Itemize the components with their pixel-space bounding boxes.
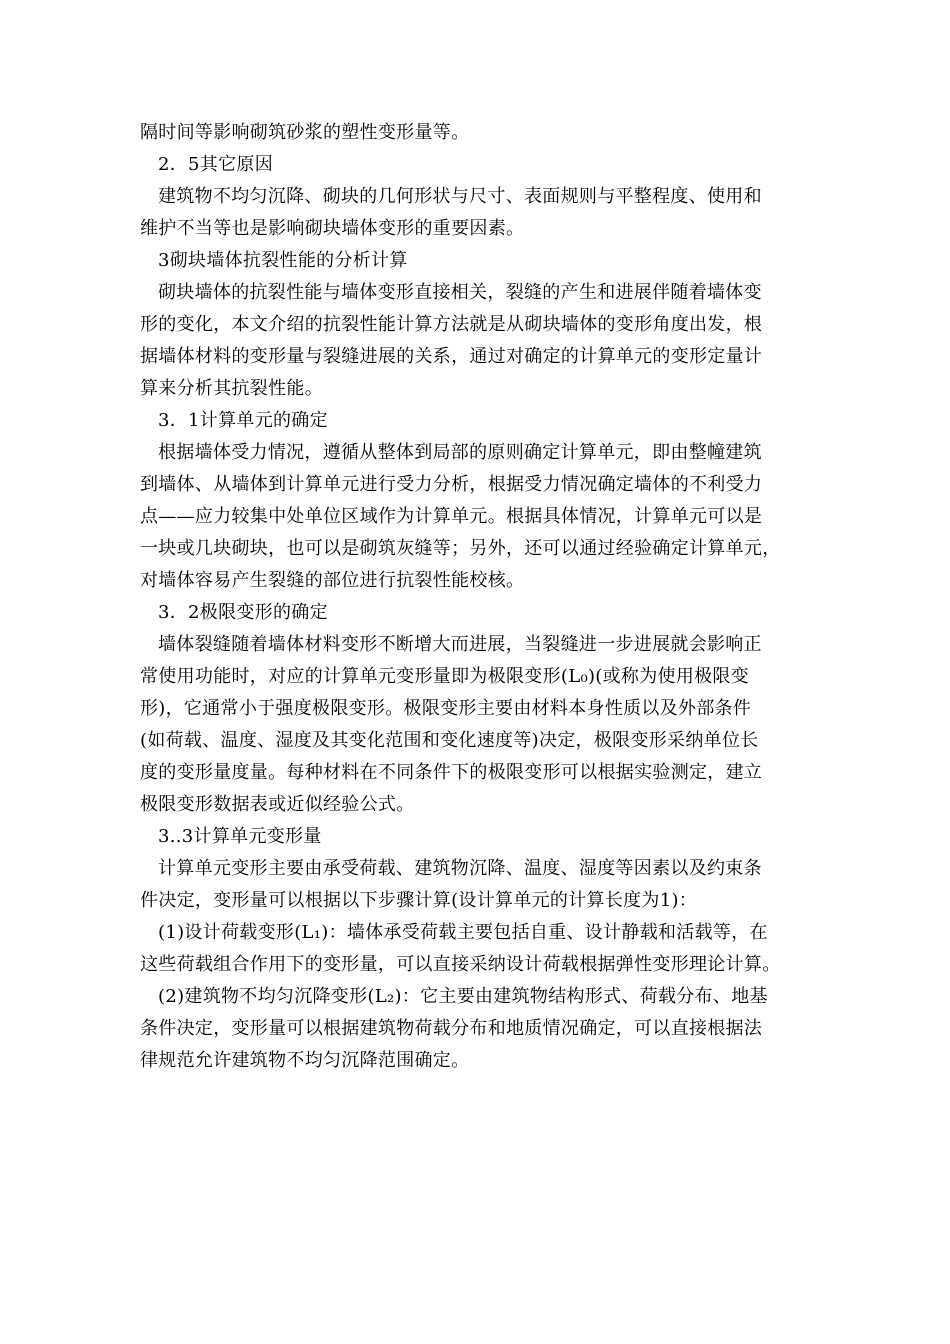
paragraph-line: 常使用功能时，对应的计算单元变形量即为极限变形(L₀)(或称为使用极限变: [140, 666, 750, 687]
section-heading-3-2: 3．2极限变形的确定: [158, 602, 328, 623]
paragraph-other-causes: [140, 181, 820, 245]
paragraph-line: (1)设计荷载变形(L₁)：墙体承受荷载主要包括自重、设计静载和活载等，在: [158, 922, 768, 943]
list-item-design-load-deformation: [140, 917, 820, 981]
paragraph-line: 据墙体材料的变形量与裂缝进展的关系，通过对确定的计算单元的变形定量计: [140, 346, 763, 367]
paragraph-calculation-unit: [140, 437, 820, 597]
paragraph-line: 建筑物不均匀沉降、砌块的几何形状与尺寸、表面规则与平整程度、使用和: [158, 186, 762, 207]
paragraph-line: 形的变化，本文介绍的抗裂性能计算方法就是从砌块墙体的变形角度出发，根: [140, 314, 763, 335]
paragraph-line: 到墙体、从墙体到计算单元进行受力分析，根据受力情况确定墙体的不利受力: [140, 474, 763, 495]
paragraph-line: 根据墙体受力情况，遵循从整体到局部的原则确定计算单元，即由整幢建筑: [158, 442, 762, 463]
paragraph-line: 条件决定，变形量可以根据建筑物荷载分布和地质情况确定，可以直接根据法: [140, 1018, 763, 1039]
paragraph-line: 这些荷载组合作用下的变形量，可以直接采纳设计荷载根据弹性变形理论计算。: [140, 954, 781, 975]
paragraph-line: 极限变形数据表或近似经验公式。: [140, 794, 415, 815]
section-heading-3: 3砌块墙体抗裂性能的分析计算: [158, 250, 408, 271]
paragraph-line: 墙体裂缝随着墙体材料变形不断增大而进展，当裂缝进一步进展就会影响正: [158, 634, 762, 655]
section-heading-2-5: 2．5其它原因: [158, 154, 274, 175]
document-body: [140, 117, 820, 1077]
paragraph-line: 计算单元变形主要由承受荷载、建筑物沉降、温度、湿度等因素以及约束条: [158, 858, 762, 879]
paragraph-line: (2)建筑物不均匀沉降变形(L₂)：它主要由建筑物结构形式、荷载分布、地基: [158, 986, 768, 1007]
paragraph-line: (如荷载、温度、湿度及其变化范围和变化速度等)决定，极限变形采纳单位长: [140, 730, 759, 751]
paragraph-line: 维护不当等也是影响砌块墙体变形的重要因素。: [140, 218, 525, 239]
paragraph-line: 点——应力较集中处单位区域作为计算单元。根据具体情况，计算单元可以是: [140, 506, 763, 527]
paragraph-line: 件决定，变形量可以根据以下步骤计算(设计算单元的计算长度为1)：: [140, 890, 698, 911]
paragraph-continuation-line: 隔时间等影响砌筑砂浆的塑性变形量等。: [140, 122, 470, 143]
paragraph-line: 形)，它通常小于强度极限变形。极限变形主要由材料本身性质以及外部条件: [140, 698, 752, 719]
paragraph-line: 对墙体容易产生裂缝的部位进行抗裂性能校核。: [140, 570, 525, 591]
paragraph-crack-resistance-analysis: [140, 277, 820, 405]
paragraph-line: 算来分析其抗裂性能。: [140, 378, 323, 399]
paragraph-line: 度的变形量度量。每种材料在不同条件下的极限变形可以根据实验测定，建立: [140, 762, 763, 783]
paragraph-line: 砌块墙体的抗裂性能与墙体变形直接相关，裂缝的产生和进展伴随着墙体变: [158, 282, 762, 303]
section-heading-3-3: 3..3计算单元变形量: [158, 826, 322, 847]
list-item-settlement-deformation: [140, 981, 820, 1077]
paragraph-unit-deformation: [140, 853, 820, 917]
paragraph-limit-deformation: [140, 629, 820, 821]
section-heading-3-1: 3．1计算单元的确定: [158, 410, 328, 431]
paragraph-line: 一块或几块砌块，也可以是砌筑灰缝等；另外，还可以通过经验确定计算单元，: [140, 538, 781, 559]
paragraph-line: 律规范允许建筑物不均匀沉降范围确定。: [140, 1050, 470, 1071]
